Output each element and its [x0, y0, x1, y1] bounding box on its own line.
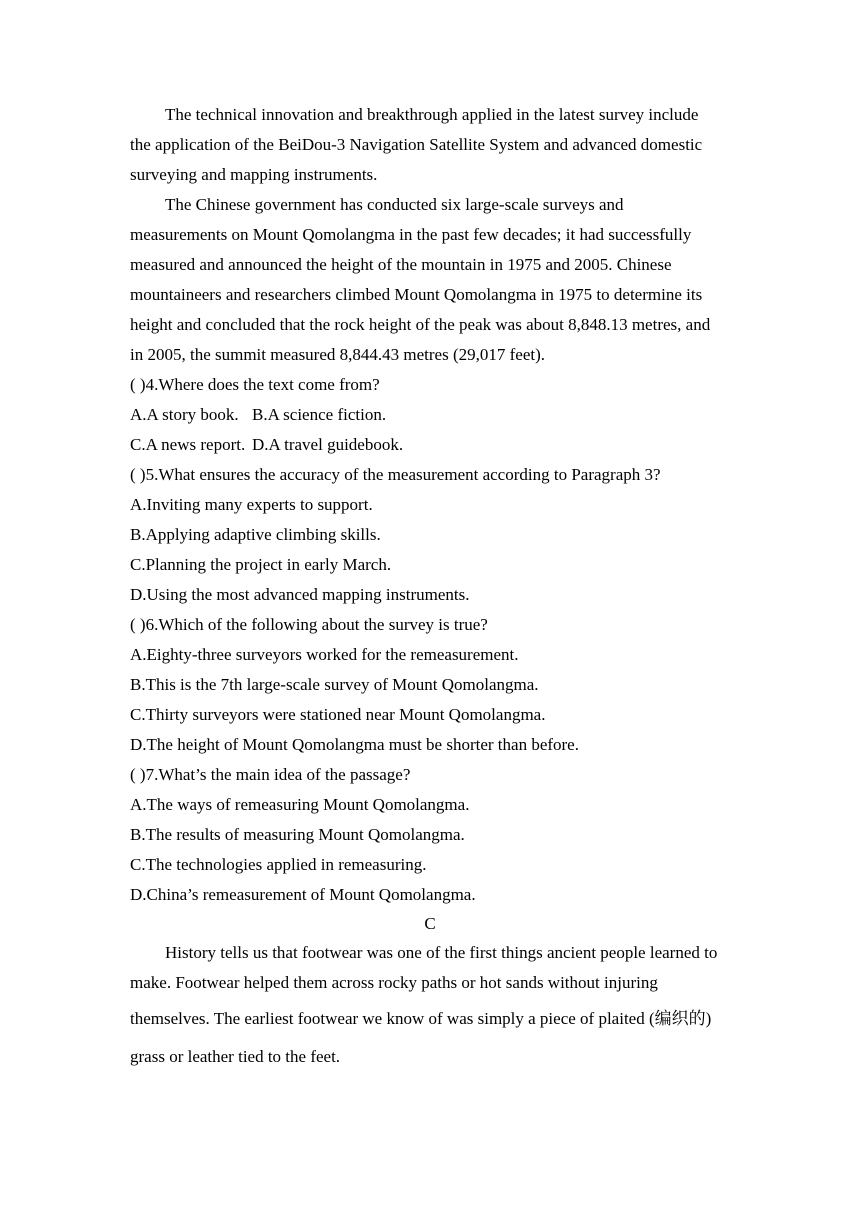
question-7-option: A.The ways of remeasuring Mount Qomolangma.	[130, 795, 470, 814]
question-7-option: D.China’s remeasurement of Mount Qomolangma.	[130, 885, 476, 904]
paragraph-2-line: measurements on Mount Qomolangma in the past few decades; it had successfully	[130, 225, 692, 244]
question-6-option: C.Thirty surveyors were stationed near Mount Qomolangma.	[130, 705, 546, 724]
paragraph-1-line: The technical innovation and breakthrough applied in the latest survey include	[165, 105, 699, 124]
section-c-heading: C	[424, 914, 436, 933]
paragraph-2-line: in 2005, the summit measured 8,844.43 metres (29,017 feet).	[130, 345, 545, 364]
paragraph-2-line: measured and announced the height of the mountain in 1975 and 2005. Chinese	[130, 255, 672, 274]
question-6-option: B.This is the 7th large-scale survey of Mount Qomolangma.	[130, 675, 539, 694]
section-c-line: grass or leather tied to the feet.	[130, 1047, 341, 1066]
question-5-option: C.Planning the project in early March.	[130, 555, 392, 574]
question-4-option-b: B.A science fiction.	[252, 405, 387, 424]
question-4-option-c: C.A news report.	[130, 435, 246, 454]
paragraph-2-line: mountaineers and researchers climbed Mount Qomolangma in 1975 to determine its	[130, 285, 703, 304]
paragraph-1-line: the application of the BeiDou-3 Navigation Satellite System and advanced domestic	[130, 135, 703, 154]
paragraph-1-line: surveying and mapping instruments.	[130, 165, 378, 184]
section-c-line: make. Footwear helped them across rocky paths or hot sands without injuring	[130, 973, 658, 992]
question-5-option: A.Inviting many experts to support.	[130, 495, 373, 514]
section-c-line: themselves. The earliest footwear we know of was simply a piece of plaited (编织的)	[130, 1009, 712, 1028]
question-6-stem: ( )6.Which of the following about the survey is true?	[130, 615, 488, 634]
question-7-stem: ( )7.What’s the main idea of the passage?	[130, 765, 411, 784]
paragraph-2-line: The Chinese government has conducted six large-scale surveys and	[165, 195, 624, 214]
question-6-option: D.The height of Mount Qomolangma must be shorter than before.	[130, 735, 579, 754]
question-4-stem: ( )4.Where does the text come from?	[130, 375, 380, 394]
question-5-option: B.Applying adaptive climbing skills.	[130, 525, 381, 544]
question-5-stem: ( )5.What ensures the accuracy of the measurement according to Paragraph 3?	[130, 465, 661, 484]
question-7-option: C.The technologies applied in remeasuring.	[130, 855, 427, 874]
question-4-option-a: A.A story book.	[130, 405, 239, 424]
section-c-line: History tells us that footwear was one of the first things ancient people learned to	[165, 943, 718, 962]
question-5-option: D.Using the most advanced mapping instruments.	[130, 585, 470, 604]
question-4-option-d: D.A travel guidebook.	[252, 435, 404, 454]
question-6-option: A.Eighty-three surveyors worked for the remeasurement.	[130, 645, 519, 664]
paragraph-2-line: height and concluded that the rock height of the peak was about 8,848.13 metres, and	[130, 315, 711, 334]
question-7-option: B.The results of measuring Mount Qomolangma.	[130, 825, 465, 844]
